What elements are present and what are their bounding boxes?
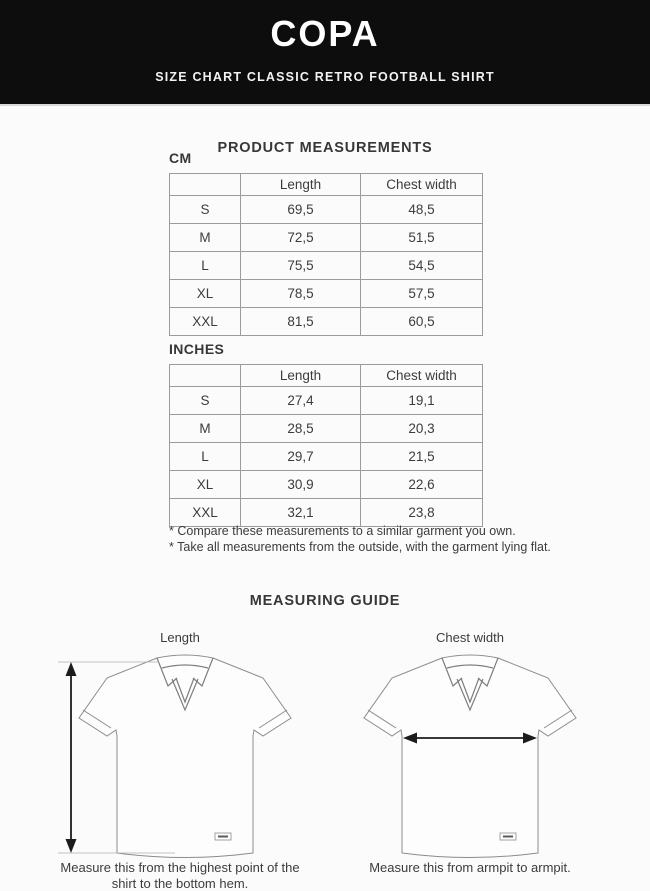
table-header-row	[170, 365, 483, 387]
product-measurements-title: PRODUCT MEASUREMENTS	[217, 140, 433, 157]
length-cell: 28,5	[241, 415, 361, 443]
size-cell: M	[170, 415, 241, 443]
chest-width-diagram	[330, 630, 610, 891]
table-row	[170, 280, 483, 308]
cm-size-table	[169, 173, 483, 336]
length-cell: 32,1	[241, 499, 361, 527]
chest-cell: 21,5	[361, 443, 483, 471]
length-cell: 72,5	[241, 224, 361, 252]
inches-size-table	[169, 364, 483, 527]
chest-cell: 20,3	[361, 415, 483, 443]
table-header-row	[170, 174, 483, 196]
length-diagram	[40, 630, 320, 891]
chest-diagram-caption: Measure this from armpit to armpit.	[369, 860, 571, 875]
length-column-header: Length	[241, 365, 361, 387]
chest-cell: 23,8	[361, 499, 483, 527]
table-row	[170, 387, 483, 415]
chest-cell: 51,5	[361, 224, 483, 252]
table-row	[170, 471, 483, 499]
table-row	[170, 499, 483, 527]
copa-logo: COPA	[270, 13, 380, 54]
chest-cell: 22,6	[361, 471, 483, 499]
cm-unit-label: CM	[169, 150, 192, 166]
chest-diagram-label: Chest width	[436, 630, 504, 645]
length-cell: 78,5	[241, 280, 361, 308]
shirt-outline-illustration	[335, 648, 605, 870]
length-diagram-label: Length	[160, 630, 200, 645]
length-cell: 30,9	[241, 471, 361, 499]
chest-cell: 60,5	[361, 308, 483, 336]
chest-cell: 48,5	[361, 196, 483, 224]
chest-width-column-header: Chest width	[361, 365, 483, 387]
size-cell: XL	[170, 280, 241, 308]
measuring-guide-title: MEASURING GUIDE	[249, 593, 401, 610]
size-cell: L	[170, 252, 241, 280]
footnote: * Compare these measurements to a similar garment you own.	[169, 524, 516, 538]
table-row	[170, 196, 483, 224]
table-row	[170, 443, 483, 471]
chest-width-column-header: Chest width	[361, 174, 483, 196]
chest-cell: 57,5	[361, 280, 483, 308]
chest-cell: 19,1	[361, 387, 483, 415]
length-cell: 27,4	[241, 387, 361, 415]
shirt-outline-illustration	[50, 648, 320, 870]
length-column-header: Length	[241, 174, 361, 196]
table-row	[170, 415, 483, 443]
size-cell: S	[170, 196, 241, 224]
brand-header	[0, 0, 650, 106]
size-cell: XXL	[170, 499, 241, 527]
header-subtitle: SIZE CHART CLASSIC RETRO FOOTBALL SHIRT	[155, 70, 495, 84]
size-column-header	[170, 174, 241, 196]
size-cell: S	[170, 387, 241, 415]
table-row	[170, 308, 483, 336]
length-cell: 75,5	[241, 252, 361, 280]
inches-unit-label: INCHES	[169, 341, 225, 357]
size-column-header	[170, 365, 241, 387]
length-diagram-caption: Measure this from the highest point of the shirt to the bottom hem.	[60, 860, 300, 891]
length-cell: 69,5	[241, 196, 361, 224]
footnote: * Take all measurements from the outside, with the garment lying flat.	[169, 539, 551, 554]
table-row	[170, 224, 483, 252]
footnotes	[169, 524, 561, 555]
length-cell: 29,7	[241, 443, 361, 471]
size-cell: M	[170, 224, 241, 252]
size-cell: L	[170, 443, 241, 471]
chest-cell: 54,5	[361, 252, 483, 280]
length-cell: 81,5	[241, 308, 361, 336]
size-cell: XXL	[170, 308, 241, 336]
size-cell: XL	[170, 471, 241, 499]
table-row	[170, 252, 483, 280]
